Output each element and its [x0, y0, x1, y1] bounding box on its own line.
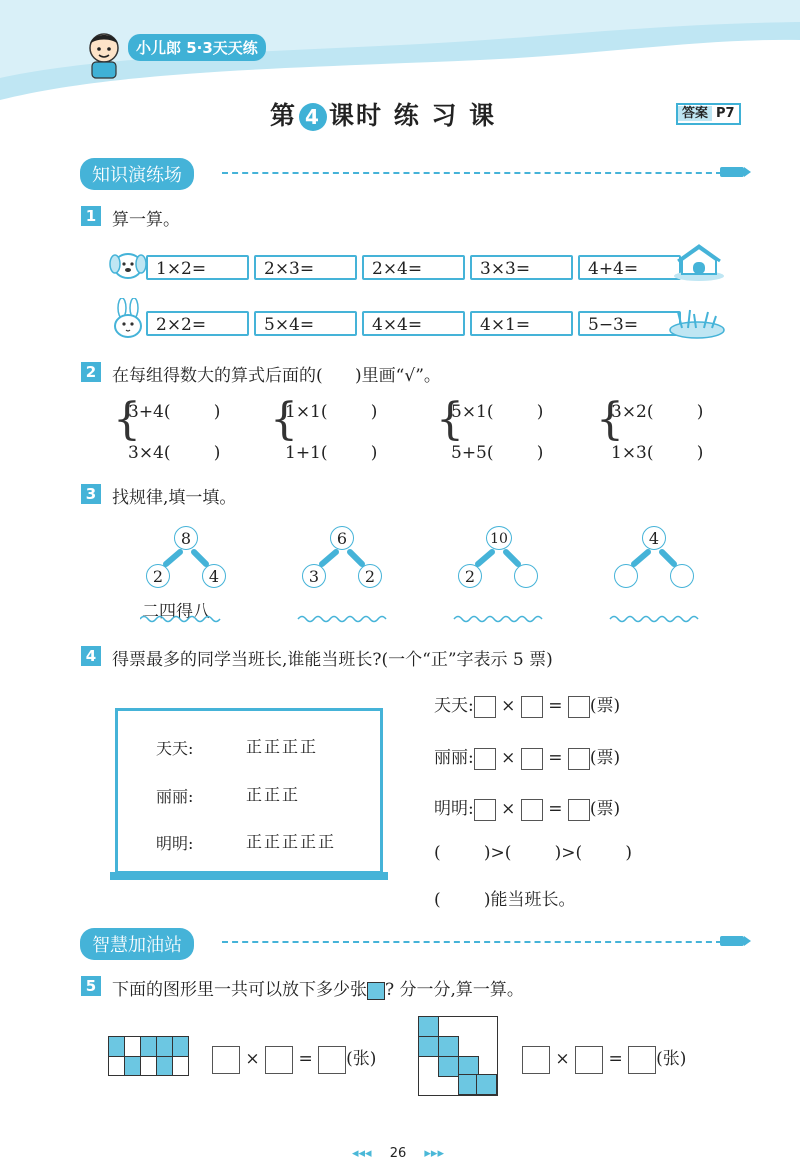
expr-box: 4×1=	[470, 311, 573, 336]
section-header-practice: 知识演练场	[80, 158, 194, 190]
question-number: 1	[81, 206, 101, 226]
equation-row: 明明: × = (票)	[434, 799, 621, 819]
compare-expr: 1×1( )	[285, 402, 378, 422]
equation-row: 丽丽: × = (票)	[434, 748, 621, 768]
question-text: 算一算。	[112, 210, 180, 230]
page-number: 26	[389, 1146, 407, 1161]
question-text: 找规律,填一填。	[112, 488, 237, 508]
answer-box[interactable]	[212, 1046, 240, 1074]
tree-left-circle[interactable]	[614, 564, 638, 588]
board-votes: 正正正正正	[246, 832, 337, 851]
tree-right-circle: 2	[358, 564, 382, 588]
compare-expr: 1×3( )	[611, 443, 704, 463]
brace-icon: {	[596, 394, 624, 445]
answer-box[interactable]	[521, 696, 543, 718]
question-text: 下面的图形里一共可以放下多少张 ? 分一分,算一算。	[112, 980, 524, 1000]
brace-icon: {	[113, 394, 141, 445]
pencil-icon	[718, 933, 752, 949]
tree-right-circle[interactable]	[514, 564, 538, 588]
answer-box[interactable]	[568, 696, 590, 718]
tree-left-circle: 2	[458, 564, 482, 588]
brace-icon: {	[436, 394, 464, 445]
expr-box: 3×3=	[470, 255, 573, 280]
answer-box[interactable]	[575, 1046, 603, 1074]
wavy-answer-lines	[140, 612, 700, 626]
bunny-icon	[108, 298, 148, 340]
answer-box[interactable]	[265, 1046, 293, 1074]
tree-left-circle: 3	[302, 564, 326, 588]
answer-box[interactable]	[568, 748, 590, 770]
question-number: 3	[81, 484, 101, 504]
answer-box[interactable]	[521, 799, 543, 821]
compare-expr: 5+5( )	[451, 443, 544, 463]
question-number: 2	[81, 362, 101, 382]
answer-reference[interactable]: 答案 P7	[676, 103, 741, 125]
doghouse-icon	[672, 244, 726, 282]
brace-icon: {	[270, 394, 298, 445]
question-number: 5	[81, 976, 101, 996]
tree-top-circle: 4	[642, 526, 666, 550]
answer-box[interactable]	[474, 748, 496, 770]
section-header-challenge: 智慧加油站	[80, 928, 194, 960]
compare-expr: 1+1( )	[285, 443, 378, 463]
page-title: 第 4 课时 练 习 课	[270, 101, 497, 130]
question-text: 在每组得数大的算式后面的( )里画“√”。	[112, 366, 441, 386]
expr-box: 2×3=	[254, 255, 357, 280]
brand-logo: 小儿郎 5·3天天练	[128, 34, 266, 61]
answer-box[interactable]	[568, 799, 590, 821]
equation-row: 天天: × = (票)	[434, 696, 621, 716]
board-name: 丽丽:	[156, 787, 194, 806]
section-divider	[222, 172, 722, 174]
tree-right-circle[interactable]	[670, 564, 694, 588]
compare-expr: 5×1( )	[451, 402, 544, 422]
board-votes: 正正正	[246, 785, 301, 804]
board-base	[110, 872, 388, 880]
equation-row: × = (张)	[212, 1044, 376, 1074]
expr-box: 5−3=	[578, 311, 681, 336]
question-text: 得票最多的同学当班长,谁能当班长?(一个“正”字表示 5 票)	[112, 650, 553, 670]
expr-box: 2×2=	[146, 311, 249, 336]
tree-left-circle: 2	[146, 564, 170, 588]
tree-right-circle: 4	[202, 564, 226, 588]
expr-box: 4×4=	[362, 311, 465, 336]
answer-box[interactable]	[474, 696, 496, 718]
tree-top-circle: 6	[330, 526, 354, 550]
expr-box: 2×4=	[362, 255, 465, 280]
tree-top-circle: 8	[174, 526, 198, 550]
answer-box[interactable]	[318, 1046, 346, 1074]
answer-box[interactable]	[521, 748, 543, 770]
puppy-icon	[108, 248, 148, 282]
answer-box[interactable]	[474, 799, 496, 821]
question-number: 4	[81, 646, 101, 666]
compare-expr: 3+4( )	[128, 402, 221, 422]
board-votes: 正正正正	[246, 737, 319, 756]
answer-box[interactable]	[522, 1046, 550, 1074]
grid-figure-2	[418, 1016, 498, 1096]
section-divider	[222, 941, 722, 943]
page-footer	[352, 1146, 444, 1161]
expr-box: 1×2=	[146, 255, 249, 280]
next-arrows-icon: ▸▸▸	[424, 1146, 444, 1161]
pencil-icon	[718, 164, 752, 180]
boy-mascot-icon	[82, 30, 126, 80]
compare-expr: 3×2( )	[611, 402, 704, 422]
answer-box[interactable]	[628, 1046, 656, 1074]
tree-top-circle: 10	[486, 526, 512, 550]
conclusion-line[interactable]: ( )能当班长。	[434, 890, 576, 910]
expr-box: 4+4=	[578, 255, 681, 280]
grid-figure-1	[108, 1036, 190, 1076]
compare-expr: 3×4( )	[128, 443, 221, 463]
tree-answer: 二四得八	[142, 602, 210, 622]
equation-row: × = (张)	[522, 1044, 686, 1074]
tile-square-icon	[367, 982, 385, 1000]
grass-icon	[668, 306, 726, 340]
comparison-line[interactable]: ( )>( )>( )	[434, 843, 632, 863]
expr-box: 5×4=	[254, 311, 357, 336]
lesson-number: 4	[299, 103, 327, 131]
prev-arrows-icon: ◂◂◂	[352, 1146, 372, 1161]
board-name: 天天:	[156, 739, 194, 758]
board-name: 明明:	[156, 834, 194, 853]
